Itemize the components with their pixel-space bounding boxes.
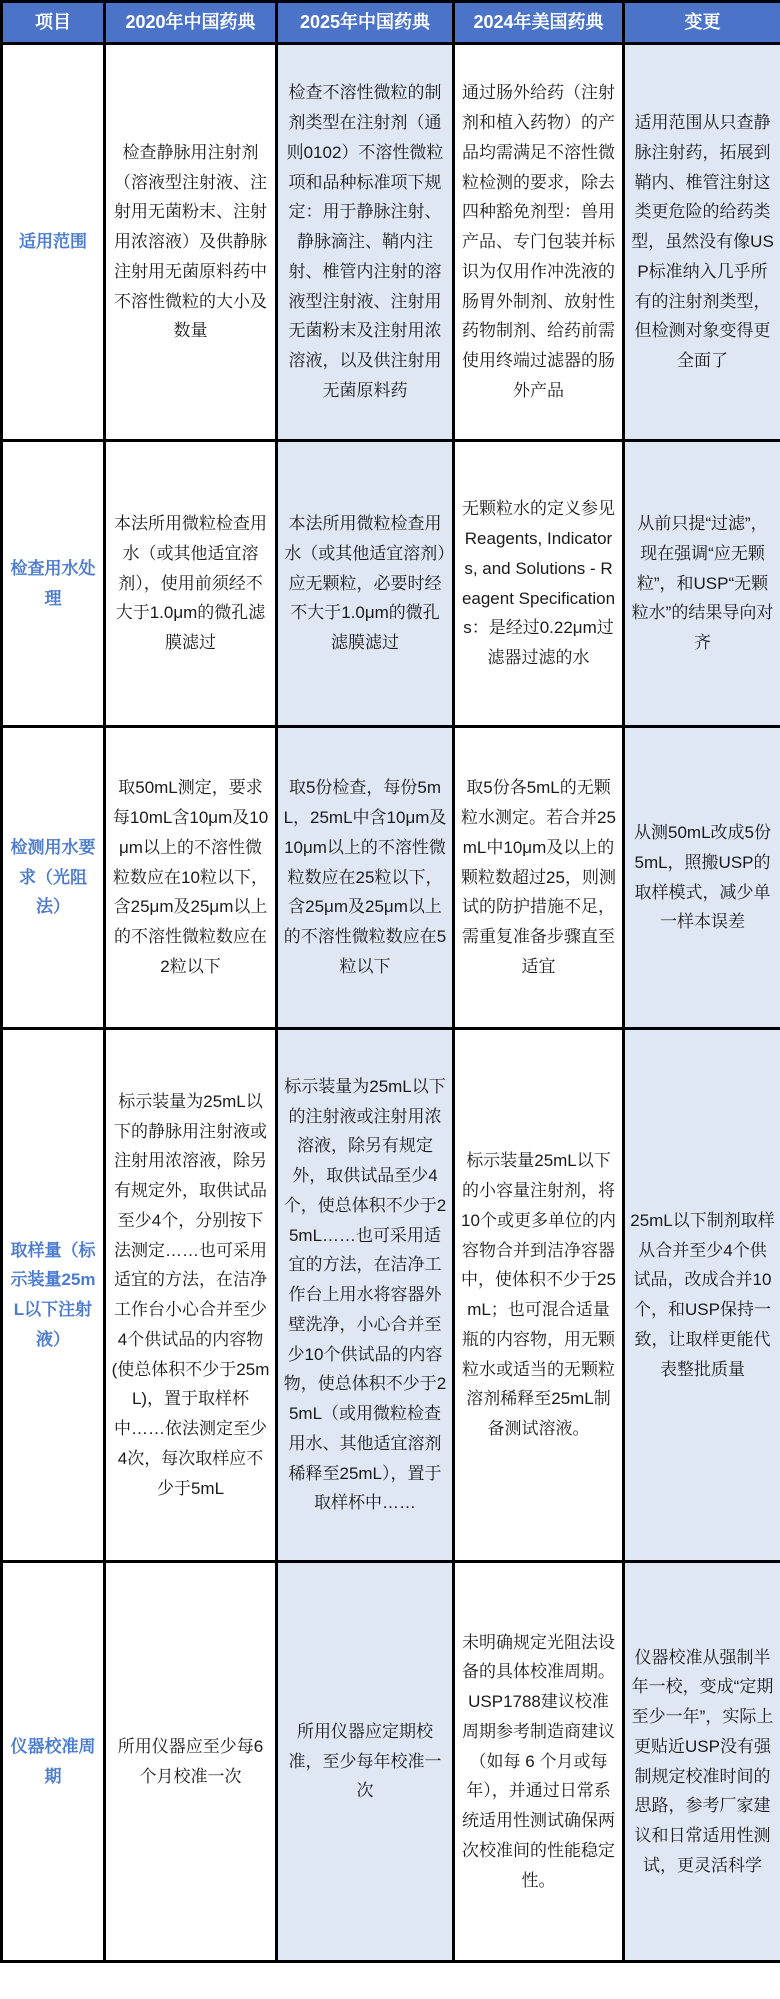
row-label-sampling: 取样量（标示装量25mL以下注射液） [2,1029,105,1562]
row-label-water-requirement: 检测用水要求（光阻法） [2,727,105,1029]
cell-sampling-usp2024: 标示装量25mL以下的小容量注射剂，将10个或更多单位的内容物合并到洁净容器中，使体积不少于25mL；也可混合适量瓶的内容物，用无颗粒水或适当的无颗粒溶剂稀释至25mL制备测试溶液。 [454,1029,624,1562]
header-cp2025: 2025年中国药典 [277,2,454,44]
table-row-water-treatment [2,441,780,727]
table-row-calibration [2,1562,780,1962]
cell-calibration-cp2020: 所用仪器应至少每6个月校准一次 [105,1562,277,1962]
cell-water-treatment-cp2025: 本法所用微粒检查用水（或其他适宜溶剂）应无颗粒，必要时经不大于1.0μm的微孔滤膜滤过 [277,441,454,727]
cell-sampling-cp2020: 标示装量为25mL以下的静脉用注射液或注射用浓溶液，除另有规定外，取供试品至少4个，分别按下法测定……也可采用适宜的方法，在洁净工作台小心合并至少4个供试品的内容物(使总体积不少于25mL)，置于取样杯中……依法测定至少4次，每次取样应不少于5mL [105,1029,277,1562]
cell-sampling-change: 25mL以下制剂取样从合并至少4个供试品，改成合并10个，和USP保持一致，让取样更能代表整批质量 [624,1029,780,1562]
row-label-calibration: 仪器校准周期 [2,1562,105,1962]
cell-water-requirement-change: 从测50mL改成5份5mL，照搬USP的取样模式，减少单一样本误差 [624,727,780,1029]
cell-calibration-cp2025: 所用仪器应定期校准，至少每年校准一次 [277,1562,454,1962]
cell-scope-usp2024: 通过肠外给药（注射剂和植入药物）的产品均需满足不溶性微粒检测的要求，除去四种豁免剂型：兽用产品、专门包装并标识为仅用作冲洗液的肠胃外制剂、放射性药物制剂、给药前需使用终端过滤器的肠外产品 [454,44,624,441]
header-change: 变更 [624,2,780,44]
cell-water-treatment-usp2024: 无颗粒水的定义参见 Reagents, Indicators, and Solutions - Reagent Specifications：是经过0.22μm过滤器过滤的水 [454,441,624,727]
table-row-sampling [2,1029,780,1562]
cell-water-treatment-cp2020: 本法所用微粒检查用水（或其他适宜溶剂），使用前须经不大于1.0μm的微孔滤膜滤过 [105,441,277,727]
cell-water-treatment-change: 从前只提“过滤”，现在强调“应无颗粒”，和USP“无颗粒水”的结果导向对齐 [624,441,780,727]
row-label-scope: 适用范围 [2,44,105,441]
cell-sampling-cp2025: 标示装量为25mL以下的注射液或注射用浓溶液，除另有规定外，取供试品至少4个，使总体积不少于25mL……也可采用适宜的方法，在洁净工作台上用水将容器外壁洗净，小心合并至少10个供试品的内容物，使总体积不少于25mL（或用微粒检查用水、其他适宜溶剂稀释至25mL），置于取样杯中…… [277,1029,454,1562]
table-row-water-requirement [2,727,780,1029]
cell-scope-cp2025: 检查不溶性微粒的制剂类型在注射剂（通则0102）不溶性微粒项和品种标准项下规定：用于静脉注射、静脉滴注、鞘内注射、椎管内注射的溶液型注射液、注射用无菌粉末及注射用浓溶液，以及供注射用无菌原料药 [277,44,454,441]
cell-water-requirement-cp2025: 取5份检查，每份5mL，25mL中含10μm及10μm以上的不溶性微粒数应在25粒以下，含25μm及25μm以上的不溶性微粒数应在5粒以下 [277,727,454,1029]
header-usp2024: 2024年美国药典 [454,2,624,44]
table-header-row [2,2,780,44]
row-label-water-treatment: 检查用水处理 [2,441,105,727]
cell-scope-change: 适用范围从只查静脉注射药，拓展到鞘内、椎管注射这类更危险的给药类型，虽然没有像USP标准纳入几乎所有的注射剂类型，但检测对象变得更全面了 [624,44,780,441]
cell-water-requirement-usp2024: 取5份各5mL的无颗粒水测定。若合并25mL中10μm及以上的颗粒数超过25，则测试的防护措施不足，需重复准备步骤直至适宜 [454,727,624,1029]
cell-water-requirement-cp2020: 取50mL测定，要求每10mL含10μm及10μm以上的不溶性微粒数应在10粒以下，含25μm及25μm以上的不溶性微粒数应在2粒以下 [105,727,277,1029]
cell-scope-cp2020: 检查静脉用注射剂（溶液型注射液、注射用无菌粉末、注射用浓溶液）及供静脉注射用无菌原料药中不溶性微粒的大小及数量 [105,44,277,441]
cell-calibration-change: 仪器校准从强制半年一校，变成“定期至少一年”，实际上更贴近USP没有强制规定校准时间的思路，参考厂家建议和日常适用性测试，更灵活科学 [624,1562,780,1962]
header-item: 项目 [2,2,105,44]
cell-calibration-usp2024: 未明确规定光阻法设备的具体校准周期。USP1788建议校准周期参考制造商建议（如每 6 个月或每年），并通过日常系统适用性测试确保两次校准间的性能稳定性。 [454,1562,624,1962]
header-cp2020: 2020年中国药典 [105,2,277,44]
table-row-scope [2,44,780,441]
